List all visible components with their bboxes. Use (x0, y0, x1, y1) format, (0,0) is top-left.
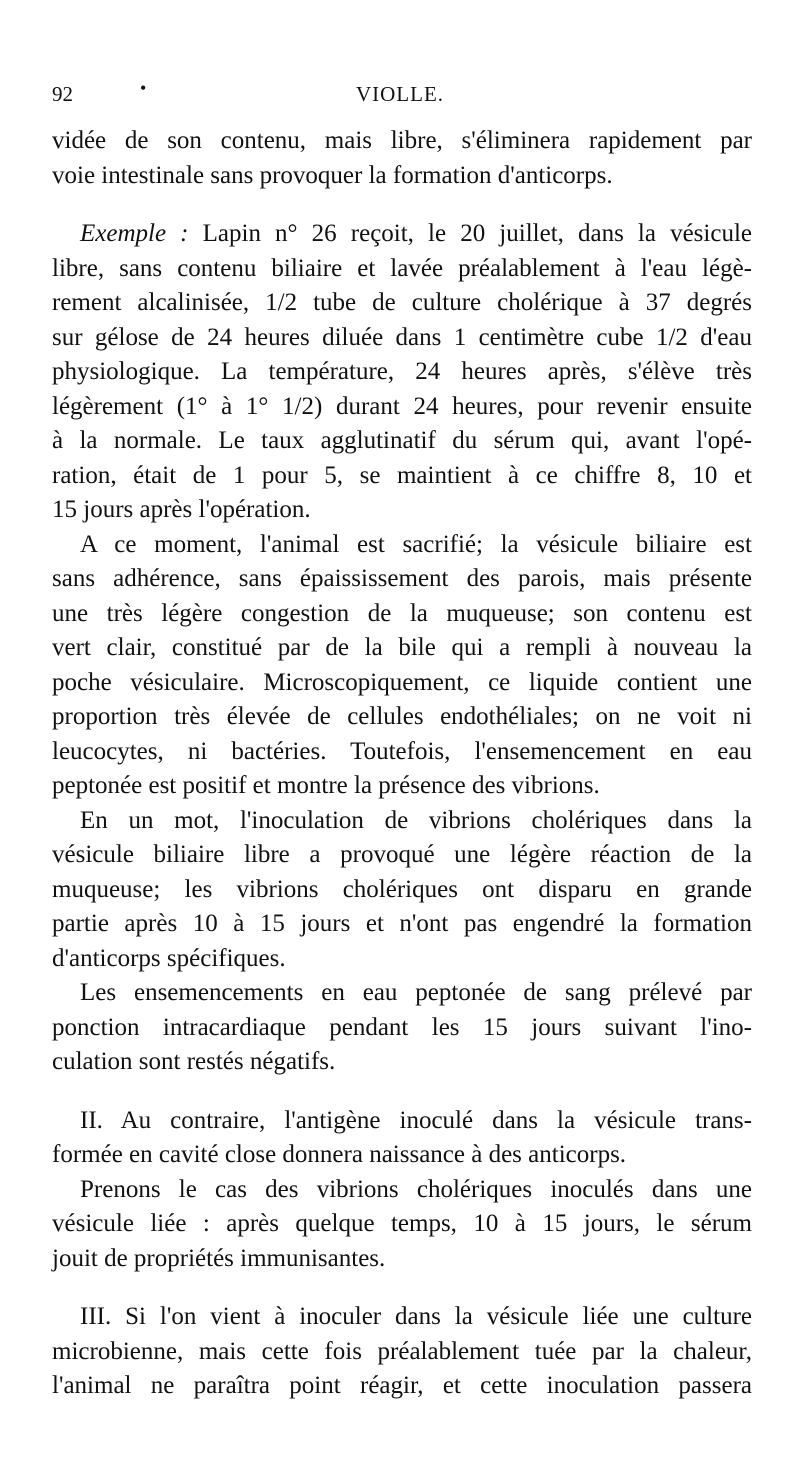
page-header (52, 78, 748, 116)
text-line: libre, sans contenu biliaire et lavée préalablement à l'eau légè- (52, 254, 752, 282)
text-line: voie intestinale sans provoquer la formation d'anticorps. (52, 161, 613, 189)
page-number: 92 (52, 82, 73, 106)
text-line: leucocytes, ni bactéries. Toutefois, l'ensemencement en eau (52, 737, 752, 765)
text-line: rement alcalinisée, 1/2 tube de culture cholérique à 37 degrés (52, 289, 752, 316)
text-line: à la normale. Le taux agglutinatif du sérum qui, avant l'opé- (52, 427, 752, 454)
page-body (52, 124, 752, 1404)
text-line: microbienne, mais cette fois préalablement tuée par la chaleur, (52, 1337, 752, 1365)
text-line: ponction intracardiaque pendant les 15 jours suivant l'ino- (52, 1013, 752, 1041)
text-line: sans adhérence, sans épaississement des parois, mais présente (52, 565, 752, 592)
text-line: sur gélose de 24 heures diluée dans 1 centimètre cube 1/2 d'eau (52, 323, 752, 351)
text-line: muqueuse; les vibrions cholériques ont disparu en grande (52, 875, 752, 903)
text-line: III. Si l'on vient à inoculer dans la vésicule liée une culture (80, 1303, 752, 1330)
text-line: vésicule liée : après quelque temps, 10 à 15 jours, le sérum (52, 1210, 752, 1237)
text-line: légèrement (1° à 1° 1/2) durant 24 heures, pour revenir ensuite (52, 392, 752, 420)
paragraph-continuation (52, 124, 752, 193)
text-line: une très légère congestion de la muqueuse; son contenu est (52, 599, 752, 627)
paragraph (52, 1173, 752, 1277)
paragraph-section-iii (52, 1300, 752, 1404)
text-line: vert clair, constitué par de la bile qui a rempli à nouveau la (52, 634, 752, 661)
text-line: 15 jours après l'opération. (52, 496, 311, 523)
text-line (52, 217, 752, 252)
text-line: physiologique. La température, 24 heures après, s'élève très (52, 358, 752, 385)
paragraph-section-ii (52, 1104, 752, 1173)
header-dot: • (140, 78, 147, 98)
text-line: poche vésiculaire. Microscopiquement, ce liquide contient une (52, 668, 752, 696)
text-line: vésicule biliaire libre a provoqué une légère réaction de la (52, 841, 752, 868)
text-line: jouit de propriétés immunisantes. (52, 1244, 386, 1272)
text-line: partie après 10 à 15 jours et n'ont pas engendré la formation (52, 910, 752, 937)
text-line: formée en cavité close donnera naissance à des anticorps. (52, 1141, 627, 1168)
text-line: d'anticorps spécifiques. (52, 944, 286, 972)
text-line: peptonée est positif et montre la présence des vibrions. (52, 772, 600, 799)
paragraph (52, 804, 752, 977)
text-line: ration, était de 1 pour 5, se maintient à ce chiffre 8, 10 et (52, 461, 752, 489)
running-title: VIOLLE. (355, 82, 445, 106)
text-line: A ce moment, l'animal est sacrifié; la vésicule biliaire est (80, 530, 752, 558)
text-line: l'animal ne paraîtra point réagir, et cette inoculation passera (52, 1372, 752, 1399)
text-line-rest: Lapin n° 26 reçoit, le 20 juillet, dans la vésicule (202, 220, 752, 247)
text-line: vidée de son contenu, mais libre, s'éliminera rapidement par (52, 127, 752, 154)
text-line: II. Au contraire, l'antigène inoculé dans la vésicule trans- (80, 1106, 752, 1134)
text-line: En un mot, l'inoculation de vibrions cholériques dans la (80, 806, 752, 834)
text-line: Prenons le cas des vibrions cholériques inoculés dans une (80, 1175, 752, 1203)
paragraph-example (52, 217, 752, 528)
paragraph (52, 976, 752, 1080)
example-label: Exemple : (80, 220, 189, 247)
paragraph (52, 528, 752, 804)
text-line: culation sont restés négatifs. (52, 1048, 336, 1075)
text-line: proportion très élevée de cellules endothéliales; on ne voit ni (52, 703, 752, 730)
text-line: Les ensemencements en eau peptonée de sang prélevé par (80, 979, 752, 1006)
